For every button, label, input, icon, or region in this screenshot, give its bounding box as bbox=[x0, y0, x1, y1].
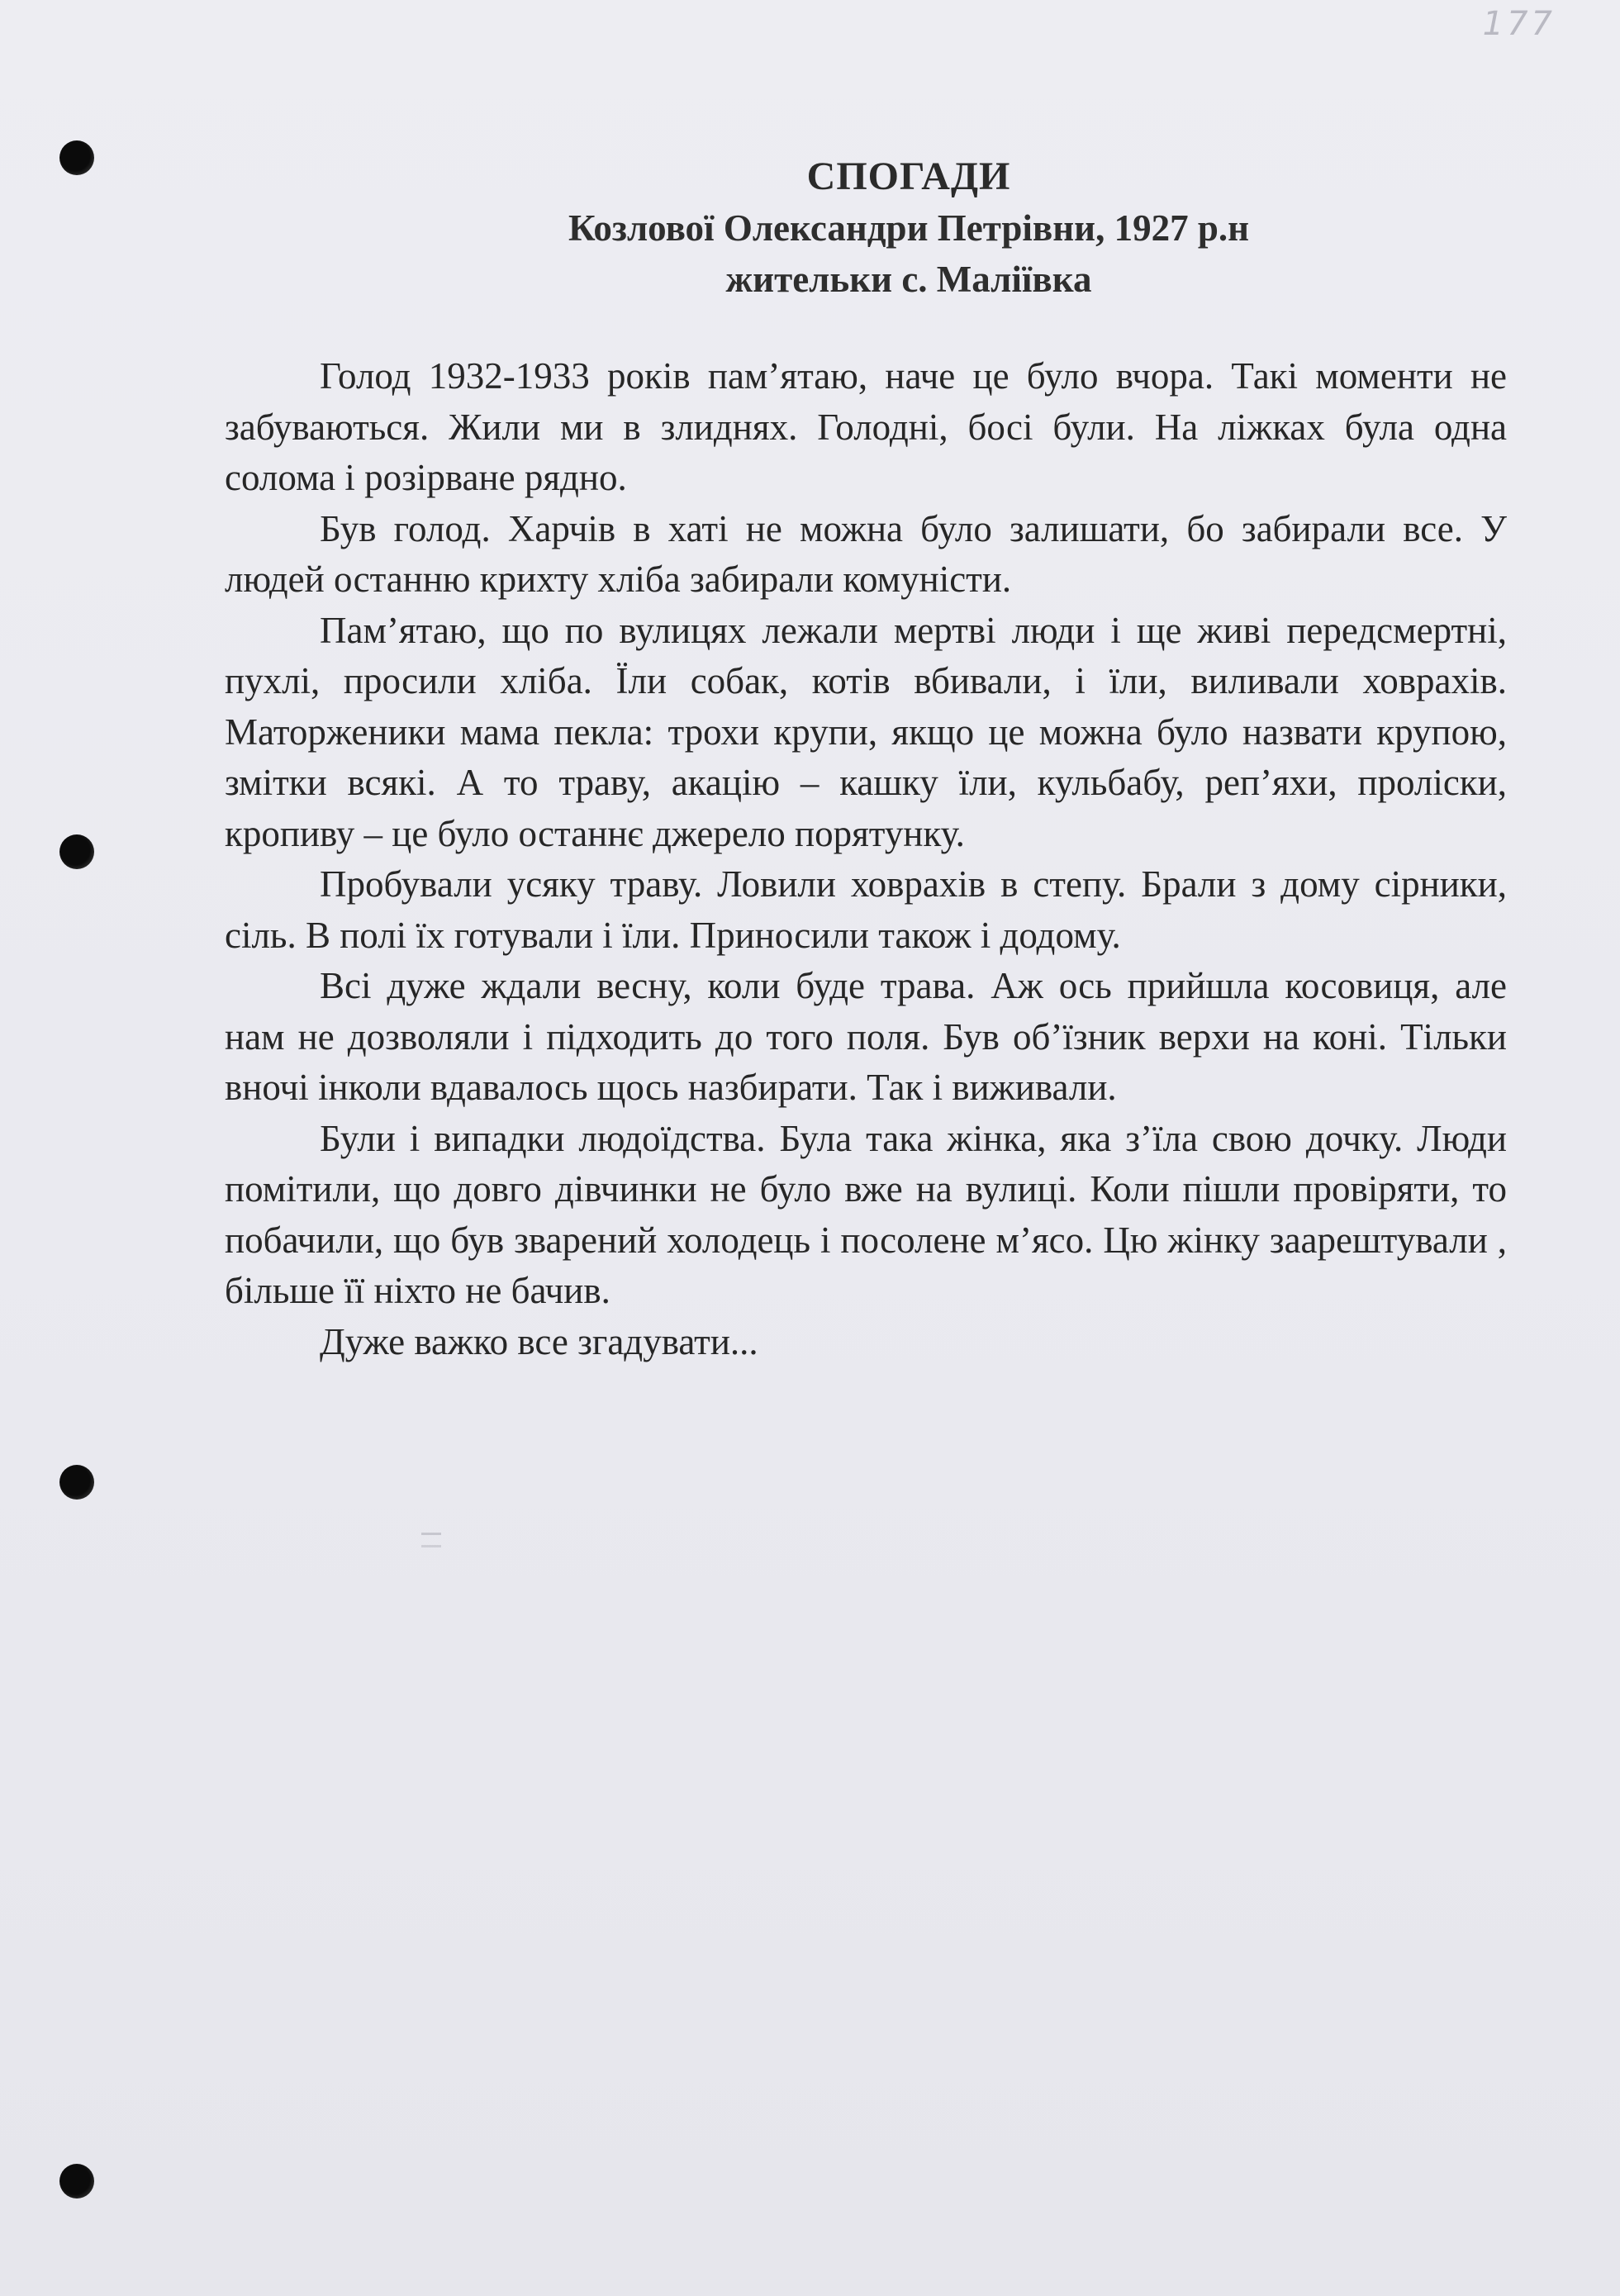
paragraph: Був голод. Харчів в хаті не можна було залишати, бо забирали все. У людей останню крихту хліба забирали комуністи. bbox=[225, 507, 1507, 600]
punch-hole bbox=[59, 834, 94, 869]
page-number: 177 bbox=[1482, 5, 1556, 43]
paragraph: Були і випадки людоїдства. Була така жінка, яка з’їла свою дочку. Люди помітили, що довго дівчинки не було вже на вулиці. Коли пішли провіряти, то побачили, що був зварений холодець і посолене м’ясо. Цю жінку заарештували , більше її ніхто не бачив. bbox=[225, 1117, 1507, 1311]
punch-hole bbox=[59, 1465, 94, 1500]
punch-hole bbox=[59, 2164, 94, 2199]
document-header bbox=[438, 151, 1380, 305]
paragraph: Дуже важко все згадувати... bbox=[320, 1320, 758, 1362]
paragraph: Пробували усяку траву. Ловили ховрахів в степу. Брали з дому сірники, сіль. В полі їх готували і їли. Приносили також і додому. bbox=[225, 863, 1507, 956]
paragraph: Голод 1932-1933 років пам’ятаю, наче це було вчора. Такі моменти не забуваються. Жили ми в злиднях. Голодні, босі були. На ліжках була одна солома і розірване рядно. bbox=[225, 355, 1507, 498]
document-body bbox=[225, 351, 1507, 1367]
paragraph: Всі дуже ждали весну, коли буде трава. Аж ось прийшла косовиця, але нам не дозволяли і підходить до того поля. Був об’їзник верхи на коні. Тільки вночі інколи вдавалось щось назбирати. Так і виживали. bbox=[225, 965, 1507, 1108]
scan-smudge bbox=[421, 1533, 441, 1547]
paragraph: Пам’ятаю, що по вулицях лежали мертві люди і ще живі передсмертні, пухлі, просили хліба. Їли собак, котів вбивали, і їли, виливали ховрахів. Маторженики мама пекла: трохи крупи, якщо це можна було назвати крупою, змітки всякі. А то траву, акацію – кашку їли, кульбабу, реп’яхи, проліски, кропиву – це було останнє джерело порятунку. bbox=[225, 609, 1507, 854]
document-title: СПОГАДИ bbox=[806, 154, 1011, 198]
punch-hole bbox=[59, 140, 94, 175]
document-subtitle: Козлової Олександри Петрівни, 1927 р.н bbox=[568, 207, 1250, 249]
document-residence: жительки с. Маліївка bbox=[725, 259, 1092, 300]
